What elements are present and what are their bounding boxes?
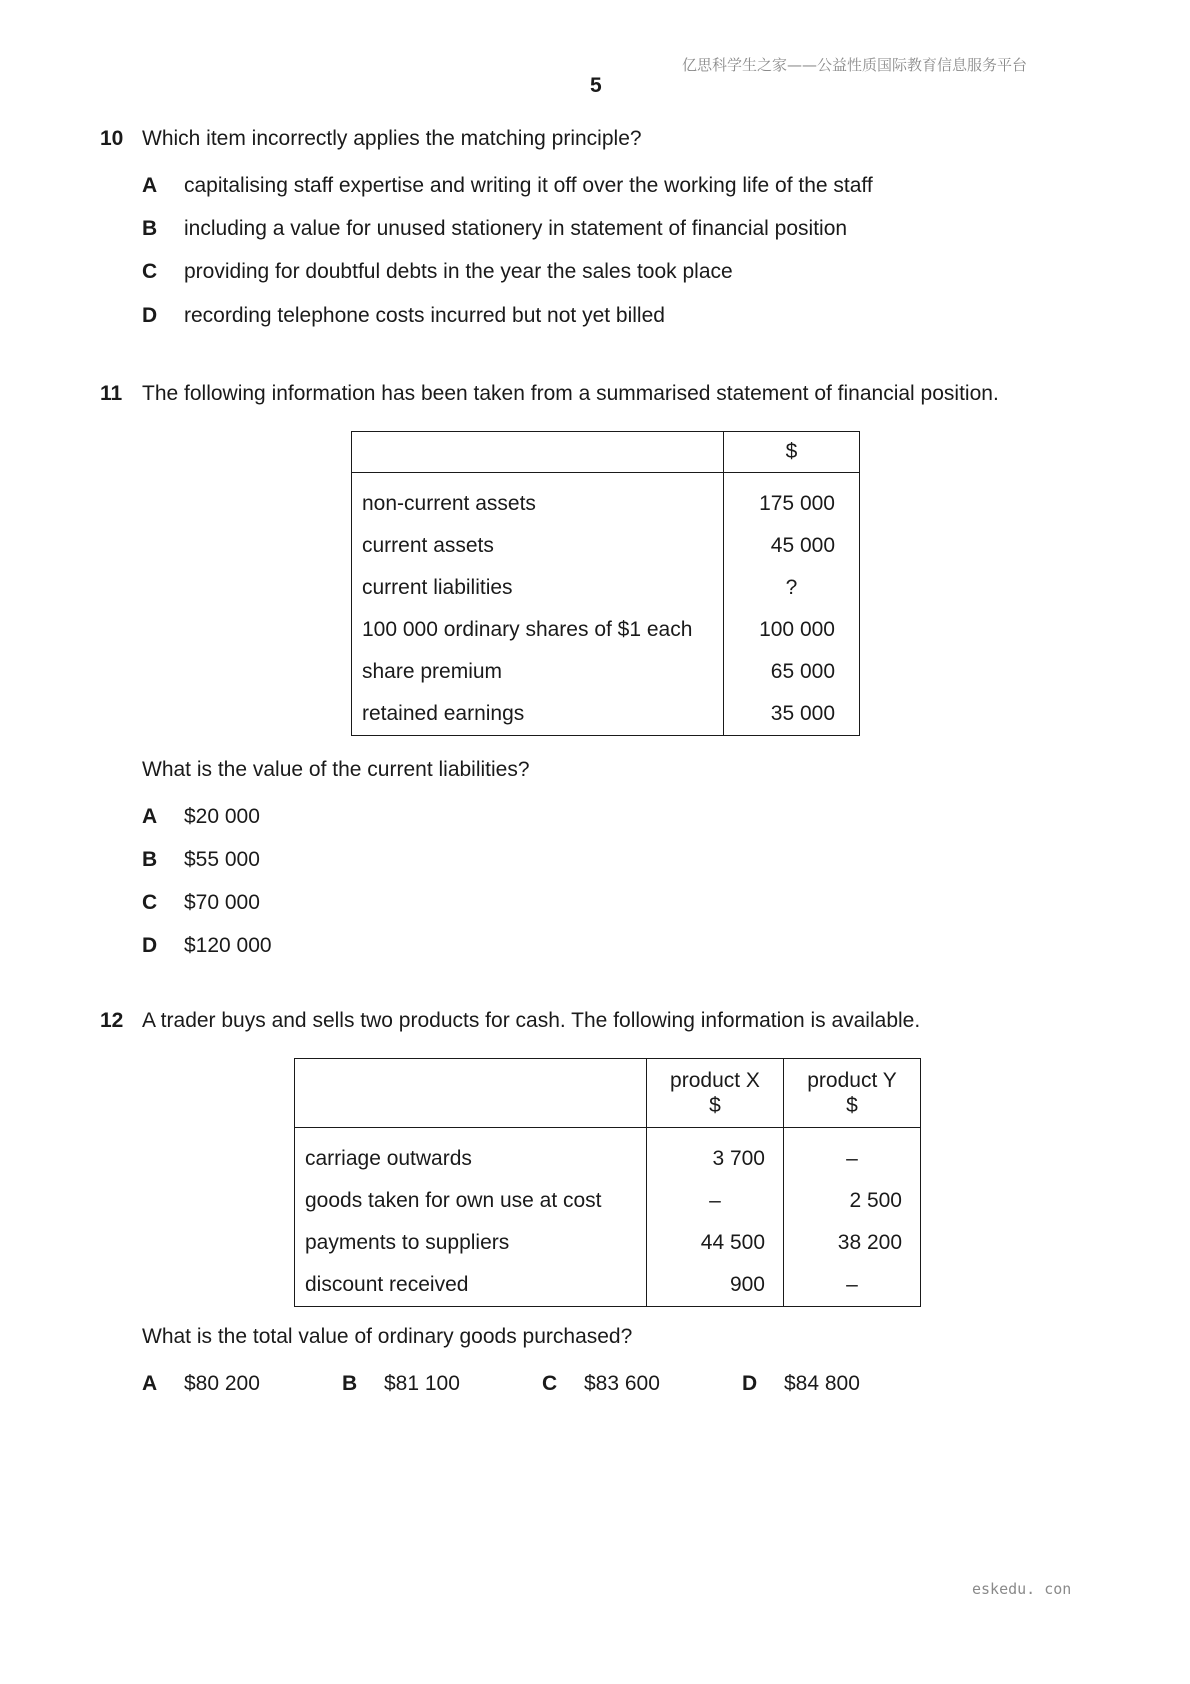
row-label: discount received (295, 1264, 647, 1307)
table-row (352, 567, 860, 609)
q11-option-d[interactable] (142, 934, 272, 958)
row-value-x: 900 (647, 1264, 784, 1307)
row-label: goods taken for own use at cost (295, 1180, 647, 1222)
table-header-product-x (647, 1059, 784, 1128)
question-11-prompt: What is the value of the current liabilities? (142, 758, 530, 781)
row-value-x: – (647, 1180, 784, 1222)
row-value: 35 000 (724, 693, 860, 736)
column-unit: $ (709, 1094, 721, 1117)
row-value-x: 3 700 (647, 1128, 784, 1181)
row-value: 65 000 (724, 651, 860, 693)
row-label: retained earnings (352, 693, 724, 736)
option-text: $81 100 (384, 1372, 460, 1395)
row-label: non-current assets (352, 473, 724, 526)
q10-option-c[interactable] (142, 260, 733, 284)
q12-option-d[interactable] (742, 1372, 860, 1396)
question-12-text: A trader buys and sells two products for cash. The following information is available. (142, 1009, 921, 1032)
row-value-x: 44 500 (647, 1222, 784, 1264)
option-letter: B (142, 217, 158, 240)
option-letter: D (142, 304, 158, 327)
table-header-row (295, 1059, 921, 1128)
trader-products-table (294, 1058, 921, 1307)
question-10-number: 10 (100, 127, 124, 150)
row-value: 100 000 (724, 609, 860, 651)
option-letter: C (142, 260, 158, 283)
row-value-y: – (784, 1128, 921, 1181)
q11-option-b[interactable] (142, 848, 260, 872)
row-value-y: 2 500 (784, 1180, 921, 1222)
table-row (352, 693, 860, 736)
row-label: payments to suppliers (295, 1222, 647, 1264)
header-watermark: 亿思科学生之家——公益性质国际教育信息服务平台 (682, 56, 1028, 74)
q12-option-b[interactable] (342, 1372, 460, 1396)
option-letter: A (142, 1372, 158, 1395)
question-11-text: The following information has been taken from a summarised statement of financial position. (142, 382, 999, 405)
question-11-number: 11 (100, 382, 123, 405)
table-header-currency: $ (724, 432, 860, 473)
option-text: providing for doubtful debts in the year the sales took place (184, 260, 733, 283)
table-header-cell-blank (352, 432, 724, 473)
table-row (352, 473, 860, 526)
table-row (352, 651, 860, 693)
q12-option-c[interactable] (542, 1372, 660, 1396)
column-unit: $ (846, 1094, 858, 1117)
q11-option-c[interactable] (142, 891, 260, 915)
page-number: 5 (590, 74, 602, 97)
option-text: recording telephone costs incurred but not yet billed (184, 304, 665, 327)
row-label: current assets (352, 525, 724, 567)
row-label: 100 000 ordinary shares of $1 each (352, 609, 724, 651)
table-row (352, 609, 860, 651)
option-text: $83 600 (584, 1372, 660, 1395)
option-letter: D (142, 934, 158, 957)
row-label: carriage outwards (295, 1128, 647, 1181)
row-label: share premium (352, 651, 724, 693)
q12-option-a[interactable] (142, 1372, 260, 1396)
row-label: current liabilities (352, 567, 724, 609)
option-text: capitalising staff expertise and writing it off over the working life of the staff (184, 174, 873, 197)
q10-option-b[interactable] (142, 217, 847, 241)
column-name: product X (670, 1069, 760, 1092)
option-letter: A (142, 174, 158, 197)
option-letter: B (142, 848, 158, 871)
table-row (295, 1180, 921, 1222)
option-letter: C (542, 1372, 558, 1395)
table-header-row (352, 432, 860, 473)
question-12-prompt: What is the total value of ordinary goods purchased? (142, 1325, 633, 1348)
option-letter: A (142, 805, 158, 828)
column-name: product Y (807, 1069, 897, 1092)
option-letter: C (142, 891, 158, 914)
q10-option-a[interactable] (142, 174, 873, 198)
table-header-product-y (784, 1059, 921, 1128)
option-text: $84 800 (784, 1372, 860, 1395)
table-header-cell-blank (295, 1059, 647, 1128)
table-row (295, 1264, 921, 1307)
question-12-number: 12 (100, 1009, 124, 1032)
financial-position-table (351, 431, 860, 736)
option-text: $80 200 (184, 1372, 260, 1395)
question-10-text: Which item incorrectly applies the matching principle? (142, 127, 642, 150)
option-text: $70 000 (184, 891, 260, 914)
option-text: $20 000 (184, 805, 260, 828)
q10-option-d[interactable] (142, 304, 665, 328)
row-value-y: 38 200 (784, 1222, 921, 1264)
option-letter: B (342, 1372, 358, 1395)
row-value: 175 000 (724, 473, 860, 526)
row-value: ? (724, 567, 860, 609)
table-row (352, 525, 860, 567)
footer-watermark: eskedu. con (972, 1580, 1072, 1598)
table-row (295, 1222, 921, 1264)
row-value-y: – (784, 1264, 921, 1307)
option-text: $120 000 (184, 934, 272, 957)
option-text: including a value for unused stationery in statement of financial position (184, 217, 848, 240)
table-row (295, 1128, 921, 1181)
option-letter: D (742, 1372, 758, 1395)
row-value: 45 000 (724, 525, 860, 567)
q11-option-a[interactable] (142, 805, 260, 829)
option-text: $55 000 (184, 848, 260, 871)
